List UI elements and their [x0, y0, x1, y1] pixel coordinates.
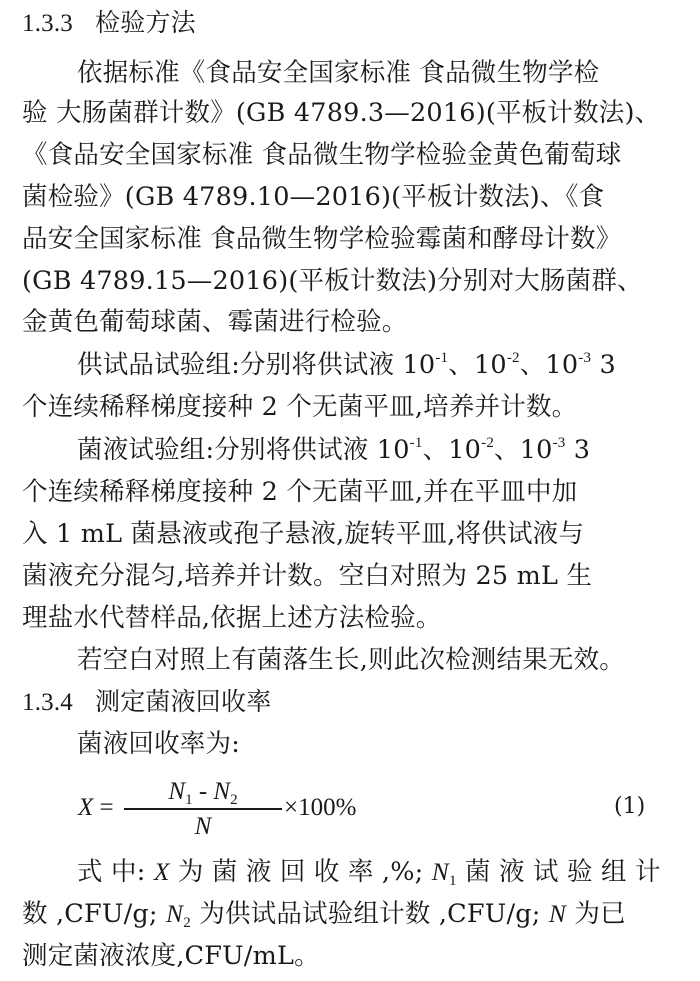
fraction-bar: [124, 808, 282, 810]
subscript: 1: [449, 873, 457, 889]
subscript: 2: [230, 792, 238, 808]
superscript: -3: [552, 435, 566, 451]
superscript: -1: [409, 435, 423, 451]
text-run: 为已: [566, 899, 626, 929]
variable-n2: N: [166, 899, 184, 928]
paragraph-standards-line-1: 依据标准《食品安全国家标准 食品微生物学检: [77, 58, 600, 88]
paragraph-standards-line-5: 品安全国家标准 食品微生物学检验霉菌和酵母计数》: [22, 224, 622, 254]
paragraph-standards-line-3: 《食品安全国家标准 食品微生物学检验金黄色葡萄球: [22, 140, 622, 170]
text-run: 、10: [448, 350, 507, 380]
variable-n1: N: [431, 857, 449, 886]
section-number: 1.3.3: [22, 10, 73, 37]
text-run: 菌液试验组:分别将供试液 10: [77, 435, 410, 465]
paragraph-blank-control: 若空白对照上有菌落生长,则此次检测结果无效。: [77, 645, 626, 675]
subscript: 2: [183, 915, 191, 931]
paragraph-variable-definitions-line-2: [22, 899, 626, 929]
equals-sign: =: [93, 794, 114, 821]
paragraph-bacteria-group-line-4: 菌液充分混匀,培养并计数。空白对照为 25 mL 生: [22, 561, 593, 591]
formula-lhs: [78, 794, 114, 822]
superscript: -2: [481, 435, 495, 451]
text-run: 、10: [422, 435, 482, 465]
equation-number: (1): [614, 794, 646, 819]
superscript: -3: [578, 350, 592, 366]
superscript: -1: [435, 350, 449, 366]
fraction-denominator: N: [194, 812, 212, 840]
minus-sign: -: [192, 778, 214, 805]
text-run: 菌 液 试 验 组 计: [456, 857, 661, 887]
recovery-rate-formula: [78, 776, 646, 846]
paragraph-bacteria-group-line-2: 个连续稀释梯度接种 2 个无菌平皿,并在平皿中加: [22, 477, 578, 507]
text-run: 式 中:: [77, 857, 146, 887]
text-run: 3: [565, 435, 591, 465]
paragraph-variable-definitions-line-1: [77, 857, 661, 887]
fraction-numerator: [124, 776, 282, 808]
section-heading-1-3-4: [22, 687, 271, 718]
section-title: 检验方法: [95, 8, 196, 37]
text-run: 供试品试验组:分别将供试液 10: [77, 350, 436, 380]
paragraph-standards-line-6: (GB 4789.15—2016)(平板计数法)分别对大肠菌群、: [22, 266, 643, 296]
text-run: 数 ,CFU/g;: [22, 899, 158, 929]
text-run: 、10: [519, 350, 579, 380]
text-run: 为 菌 液 回 收 率 ,%;: [169, 857, 424, 887]
paragraph-sample-group-line-2: 个连续稀释梯度接种 2 个无菌平皿,培养并计数。: [22, 392, 578, 422]
paragraph-bacteria-group-line-1: [77, 435, 590, 465]
section-title: 测定菌液回收率: [95, 687, 272, 716]
paragraph-standards-line-2: 验 大肠菌群计数》(GB 4789.3—2016)(平板计数法)、: [22, 98, 661, 128]
variable-n1: N: [168, 778, 186, 805]
superscript: -2: [506, 350, 520, 366]
paragraph-standards-line-4: 菌检验》(GB 4789.10—2016)(平板计数法)、《食: [22, 182, 605, 212]
paragraph-standards-line-7: 金黄色葡萄球菌、霉菌进行检验。: [22, 307, 408, 337]
formula-multiplier: ×100%: [284, 794, 357, 821]
paragraph-recovery-intro: 菌液回收率为:: [77, 729, 240, 759]
paragraph-sample-group-line-1: [77, 350, 616, 380]
formula-fraction: [124, 776, 282, 842]
text-run: 为供试品试验组计数 ,CFU/g;: [190, 899, 541, 929]
section-heading-1-3-3: [22, 8, 196, 39]
variable-n2: N: [213, 778, 231, 805]
variable-n: N: [548, 899, 567, 928]
variable-x: X: [153, 857, 170, 886]
subscript: 1: [185, 792, 193, 808]
paragraph-bacteria-group-line-3: 入 1 mL 菌悬液或孢子悬液,旋转平皿,将供试液与: [22, 519, 585, 549]
section-number: 1.3.4: [22, 689, 73, 716]
text-run: 、10: [494, 435, 553, 465]
paragraph-bacteria-group-line-5: 理盐水代替样品,依据上述方法检验。: [22, 603, 442, 633]
paragraph-variable-definitions-line-3: 测定菌液浓度,CFU/mL。: [22, 941, 320, 971]
variable-x: X: [78, 794, 94, 821]
text-run: 3: [591, 350, 616, 380]
